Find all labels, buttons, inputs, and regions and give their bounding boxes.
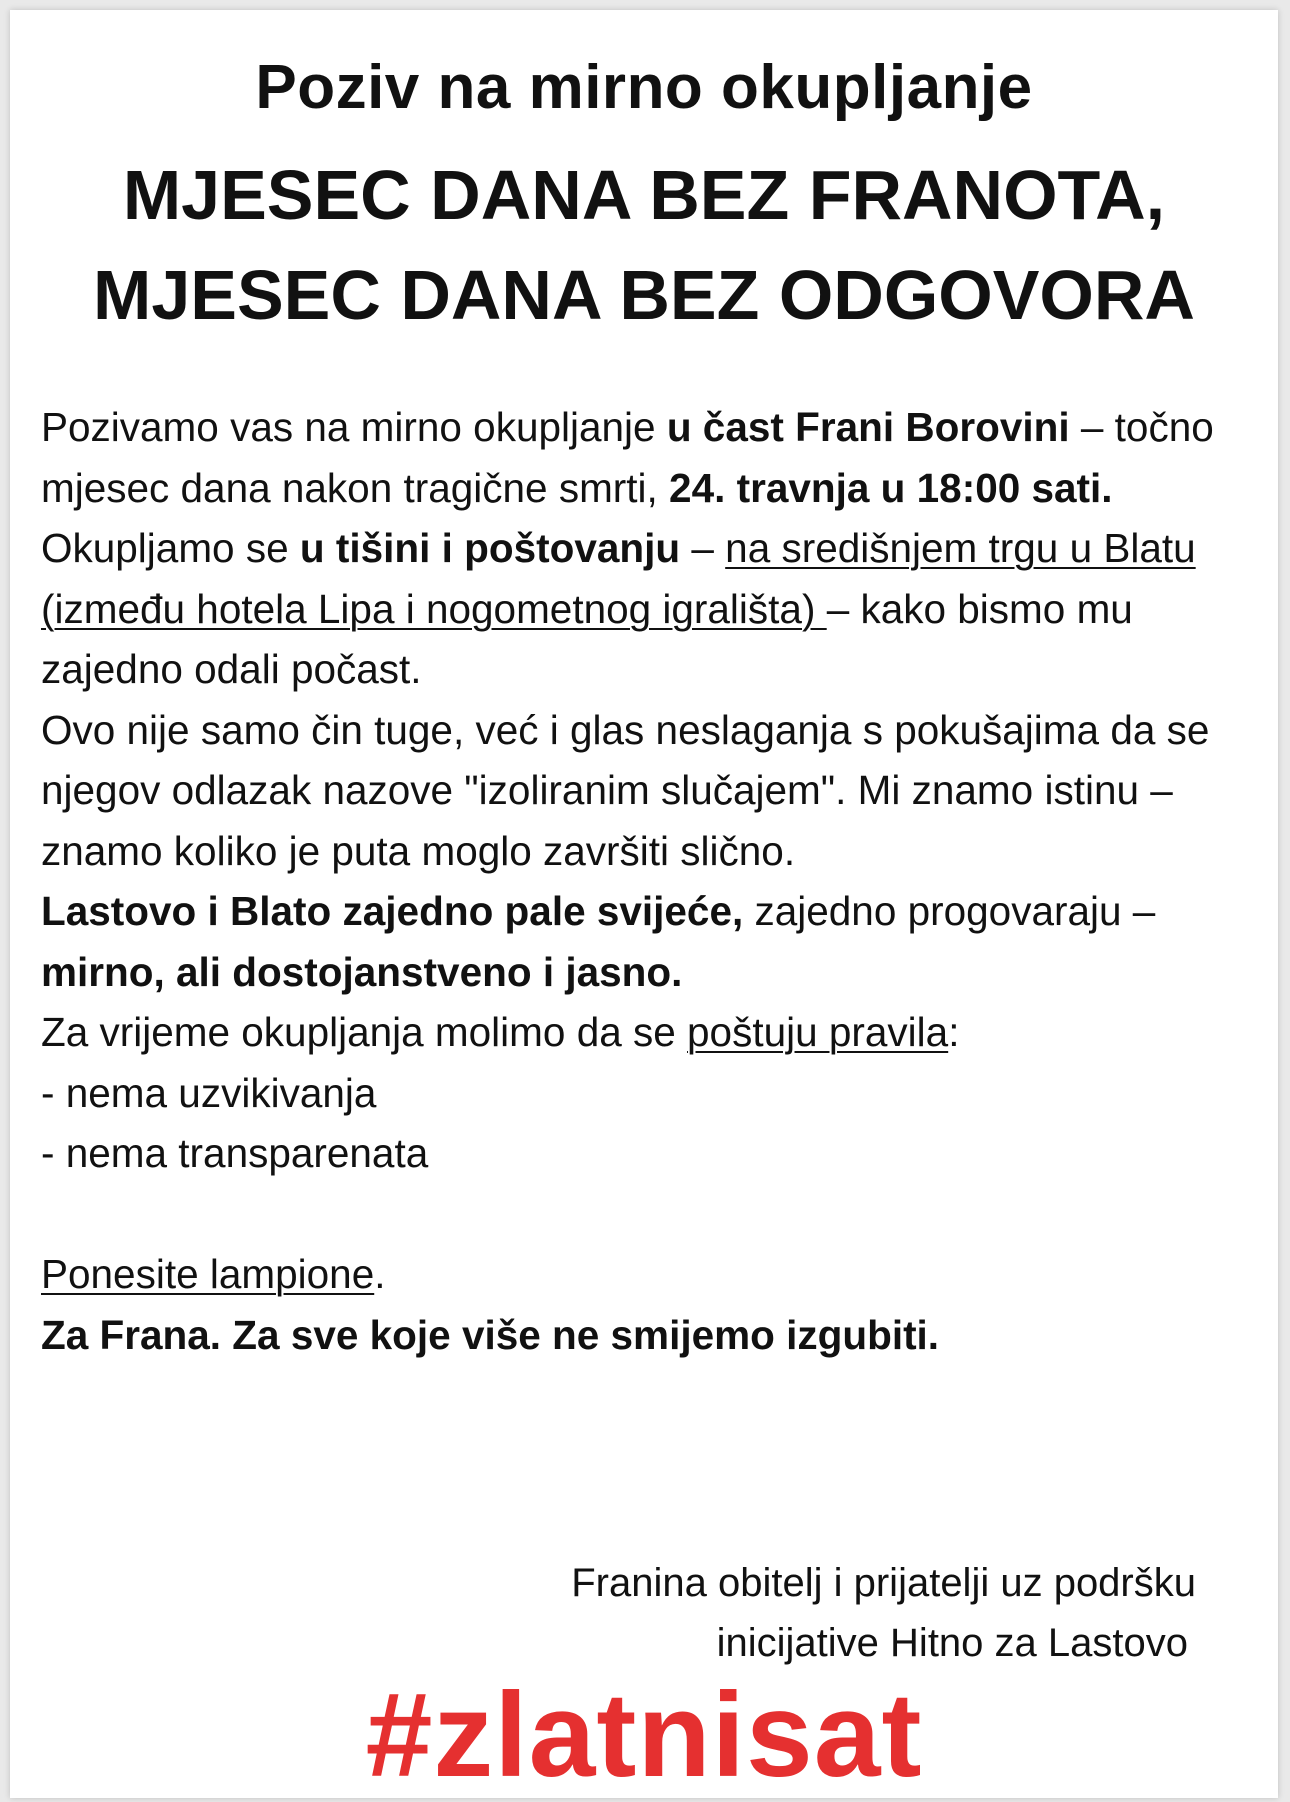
bold-segment: u tišini i poštovanju (299, 525, 681, 571)
spacer (41, 1184, 1251, 1245)
paragraph-rules-intro (41, 1002, 1251, 1063)
rules-underlined: poštuju pravila (687, 1009, 949, 1055)
paragraph-location (41, 518, 1251, 700)
headline-line-1: MJESEC DANA BEZ FRANOTA, (122, 156, 1166, 234)
lanterns-underlined: Ponesite lampione (41, 1251, 375, 1297)
rule-item: - nema uzvikivanja (41, 1069, 377, 1116)
hashtag: #zlatnisat (365, 1668, 923, 1802)
invitation-body (41, 397, 1251, 1365)
text-segment: – točno mjesec dana nakon tragične smrti, (41, 404, 1214, 511)
bold-segment: mirno, ali dostojanstveno i jasno. (41, 948, 683, 995)
paragraph-statement: Ovo nije samo čin tuge, već i glas neslaganja s pokušajima da se njegov odlazak nazove "izoliranim slučajem". Mi znamo istinu – znamo koliko je puta moglo završiti slično. (41, 706, 1210, 874)
signature-line-1: Franina obitelj i prijatelji uz podršku (571, 1561, 1196, 1605)
paragraph-lanterns (41, 1244, 1251, 1305)
signature-line-2: inicijative Hitno za Lastovo (716, 1621, 1188, 1665)
paragraph-invitation (41, 397, 1251, 518)
text-segment: zajedno progovaraju – (743, 888, 1156, 934)
event-location: na središnjem trgu u Blatu (između hotela Lipa i nogometnog igrališta) (41, 525, 1196, 632)
paragraph-candles (41, 881, 1251, 1002)
text-segment: Okupljamo se (41, 525, 300, 571)
text-segment: – kako bismo mu zajedno odali počast. (41, 585, 1133, 692)
rule-item: - nema transparenata (41, 1130, 429, 1176)
flyer-page (10, 10, 1278, 1802)
bold-segment: Za Frana. Za sve koje više ne smijemo izgubiti. (41, 1311, 940, 1358)
signature (571, 1553, 1196, 1673)
bold-segment: Lastovo i Blato zajedno pale svijeće, (41, 888, 744, 934)
headline-line-2: MJESEC DANA BEZ ODGOVORA (93, 256, 1195, 334)
text-segment: Za vrijeme okupljanja molimo da se (41, 1009, 688, 1055)
closing-line (41, 1305, 1251, 1366)
event-date-time: 24. travnja u 18:00 sati. (669, 464, 1113, 511)
page-title: Poziv na mirno okupljanje (255, 53, 1033, 122)
text-segment: Pozivamo vas na mirno okupljanje (41, 404, 667, 450)
text-segment: – (680, 525, 726, 571)
text-segment: . (374, 1251, 386, 1297)
text-segment: : (948, 1009, 960, 1055)
bold-segment: u čast Frani Borovini (666, 404, 1070, 450)
